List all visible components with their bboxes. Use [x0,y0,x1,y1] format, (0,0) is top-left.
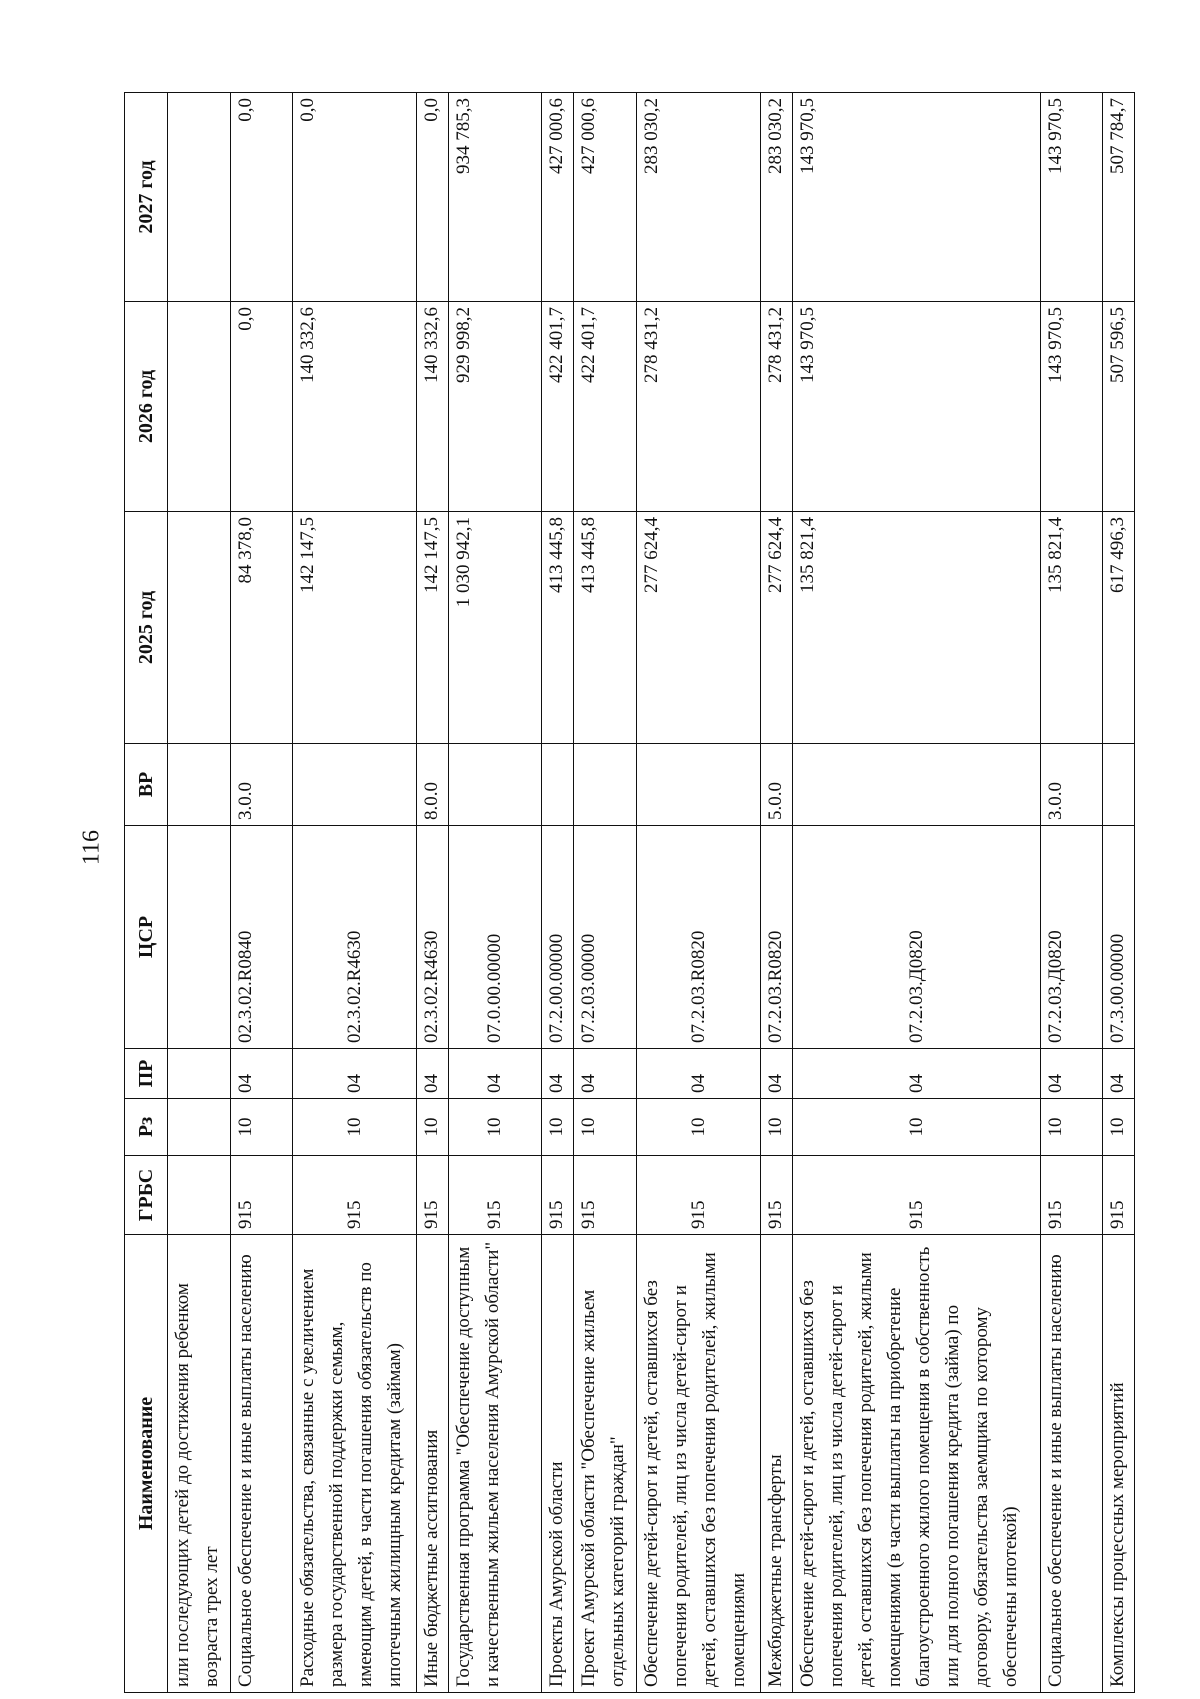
pr-cell: 04 [793,1049,1041,1099]
row-name: Проекты Амурской области [541,1235,573,1693]
csr-cell: 07.3.00.00000 [1102,826,1134,1049]
vr-cell: 3.0.0 [1041,744,1103,826]
column-header-vr: ВР [125,744,168,826]
table-row [168,93,231,1693]
value-2025: 135 821,4 [1041,512,1103,744]
value-2025: 413 445,8 [573,512,636,744]
grbs-cell: 915 [541,1156,573,1235]
value-2027 [168,93,231,302]
rz-cell: 10 [1102,1099,1134,1156]
grbs-cell: 915 [417,1156,449,1235]
value-2025: 84 378,0 [230,512,292,744]
grbs-cell: 915 [292,1156,417,1235]
table-row [541,93,573,1693]
column-header-grbs: ГРБС [125,1156,168,1235]
vr-cell [573,744,636,826]
row-name: Социальное обеспечение и иные выплаты населению [230,1235,292,1693]
value-2025: 142 147,5 [417,512,449,744]
row-name: Иные бюджетные ассигнования [417,1235,449,1693]
pr-cell: 04 [417,1049,449,1099]
row-name: Государственная программа "Обеспечение доступным и качественным жильем населения Амурской области" [449,1235,542,1693]
row-name: Социальное обеспечение и иные выплаты населению [1041,1235,1103,1693]
table-row [292,93,417,1693]
value-2027: 143 970,5 [793,93,1041,302]
value-2027: 0,0 [417,93,449,302]
value-2025: 135 821,4 [793,512,1041,744]
rz-cell: 10 [417,1099,449,1156]
value-2026: 507 596,5 [1102,302,1134,512]
value-2026: 140 332,6 [292,302,417,512]
csr-cell: 07.0.00.00000 [449,826,542,1049]
pr-cell: 04 [573,1049,636,1099]
column-header-2026: 2026 год [125,302,168,512]
column-header-pr: ПР [125,1049,168,1099]
vr-cell: 8.0.0 [417,744,449,826]
rz-cell: 10 [1041,1099,1103,1156]
value-2025: 413 445,8 [541,512,573,744]
vr-cell [168,744,231,826]
grbs-cell [168,1156,231,1235]
csr-cell: 07.2.03.00000 [573,826,636,1049]
value-2026: 278 431,2 [636,302,761,512]
table-row [793,93,1041,1693]
value-2026: 143 970,5 [793,302,1041,512]
grbs-cell: 915 [573,1156,636,1235]
rz-cell: 10 [573,1099,636,1156]
rz-cell: 10 [636,1099,761,1156]
pr-cell [168,1049,231,1099]
rz-cell: 10 [292,1099,417,1156]
csr-cell: 07.2.03.Д0820 [793,826,1041,1049]
row-name: Проект Амурской области "Обеспечение жильем отдельных категорий граждан" [573,1235,636,1693]
csr-cell: 02.3.02.R0840 [230,826,292,1049]
pr-cell: 04 [541,1049,573,1099]
row-name: Комплексы процессных мероприятий [1102,1235,1134,1693]
value-2027: 507 784,7 [1102,93,1134,302]
grbs-cell: 915 [1102,1156,1134,1235]
csr-cell: 02.3.02.R4630 [292,826,417,1049]
rotated-table-wrapper [124,93,1135,1693]
vr-cell: 5.0.0 [761,744,793,826]
row-name: Обеспечение детей-сирот и детей, оставшихся без попечения родителей, лиц из числа детей-сирот и детей, оставшихся без попечения родителей, жилыми помещениями (в части выплаты на приобретение благоустроенного жилого помещения в собственность или для полного погашения кредита (займа) по договору, обязательства заемщика по которому обеспечены ипотекой) [793,1235,1041,1693]
row-name: Обеспечение детей-сирот и детей, оставшихся без попечения родителей, лиц из числа детей-сирот и детей, оставшихся без попечения родителей, жилыми помещениями [636,1235,761,1693]
value-2027: 283 030,2 [636,93,761,302]
row-name: Межбюджетные трансферты [761,1235,793,1693]
row-name: Расходные обязательства, связанные с увеличением размера государственной поддержки семьям, имеющим детей, в части погашения обязательств по ипотечным жилищным кредитам (займам) [292,1235,417,1693]
value-2026: 140 332,6 [417,302,449,512]
header-row [125,93,168,1693]
value-2026: 278 431,2 [761,302,793,512]
csr-cell: 07.2.03.Д0820 [1041,826,1103,1049]
pr-cell: 04 [1041,1049,1103,1099]
grbs-cell: 915 [636,1156,761,1235]
vr-cell [793,744,1041,826]
pr-cell: 04 [636,1049,761,1099]
value-2026: 143 970,5 [1041,302,1103,512]
pr-cell: 04 [230,1049,292,1099]
value-2027: 0,0 [230,93,292,302]
value-2025: 277 624,4 [761,512,793,744]
rz-cell: 10 [230,1099,292,1156]
budget-table [124,92,1135,1693]
csr-cell: 02.3.02.R4630 [417,826,449,1049]
column-header-name: Наименование [125,1235,168,1693]
grbs-cell: 915 [230,1156,292,1235]
csr-cell [168,826,231,1049]
rz-cell: 10 [541,1099,573,1156]
rz-cell: 10 [761,1099,793,1156]
table-row [230,93,292,1693]
csr-cell: 07.2.03.R0820 [636,826,761,1049]
column-header-2025: 2025 год [125,512,168,744]
table-row [573,93,636,1693]
table-row [1102,93,1134,1693]
rz-cell: 10 [449,1099,542,1156]
column-header-2027: 2027 год [125,93,168,302]
vr-cell [449,744,542,826]
value-2026: 422 401,7 [573,302,636,512]
value-2027: 283 030,2 [761,93,793,302]
value-2027: 0,0 [292,93,417,302]
table-row [417,93,449,1693]
value-2026: 929 998,2 [449,302,542,512]
grbs-cell: 915 [449,1156,542,1235]
pr-cell: 04 [449,1049,542,1099]
grbs-cell: 915 [1041,1156,1103,1235]
vr-cell [292,744,417,826]
value-2027: 427 000,6 [541,93,573,302]
value-2025: 277 624,4 [636,512,761,744]
table-row [449,93,542,1693]
vr-cell [1102,744,1134,826]
rz-cell [168,1099,231,1156]
value-2025: 1 030 942,1 [449,512,542,744]
rz-cell: 10 [793,1099,1041,1156]
value-2027: 427 000,6 [573,93,636,302]
vr-cell: 3.0.0 [230,744,292,826]
vr-cell [541,744,573,826]
table-row [761,93,793,1693]
pr-cell: 04 [292,1049,417,1099]
row-name: или последующих детей до достижения ребенком возраста трех лет [168,1235,231,1693]
pr-cell: 04 [1102,1049,1134,1099]
table-row [636,93,761,1693]
value-2025: 142 147,5 [292,512,417,744]
grbs-cell: 915 [793,1156,1041,1235]
column-header-csr: ЦСР [125,826,168,1049]
column-header-rz: Рз [125,1099,168,1156]
value-2027: 143 970,5 [1041,93,1103,302]
csr-cell: 07.2.03.R0820 [761,826,793,1049]
value-2025: 617 496,3 [1102,512,1134,744]
value-2027: 934 785,3 [449,93,542,302]
table-row [1041,93,1103,1693]
csr-cell: 07.2.00.00000 [541,826,573,1049]
pr-cell: 04 [761,1049,793,1099]
page-number: 116 [78,829,105,866]
value-2026: 422 401,7 [541,302,573,512]
value-2026: 0,0 [230,302,292,512]
value-2026 [168,302,231,512]
vr-cell [636,744,761,826]
value-2025 [168,512,231,744]
grbs-cell: 915 [761,1156,793,1235]
